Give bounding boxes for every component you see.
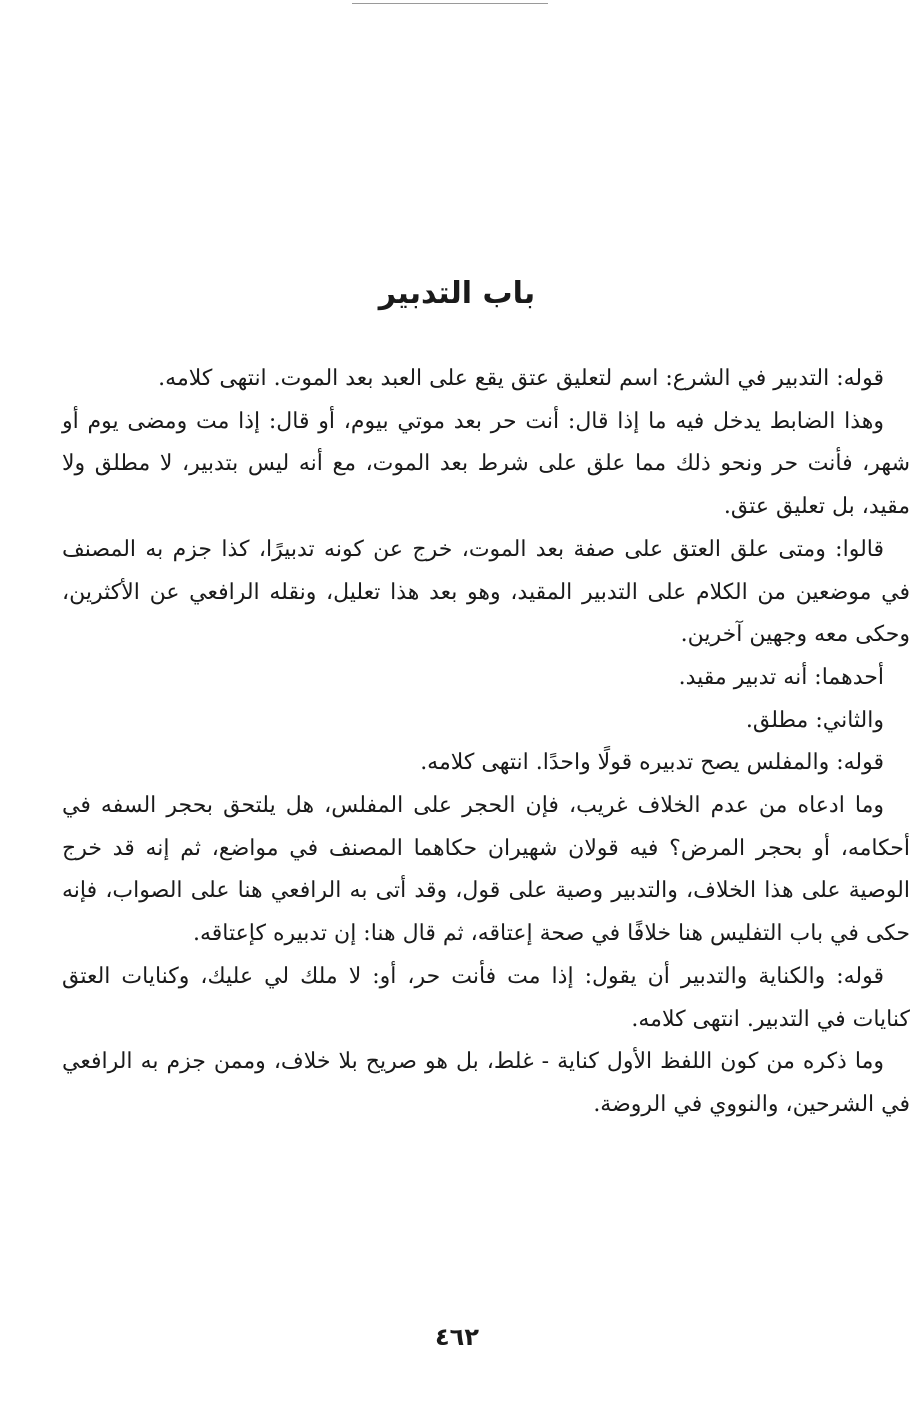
paragraph: قوله: التدبير في الشرع: اسم لتعليق عتق يقع على العبد بعد الموت. انتهى كلامه. xyxy=(158,366,884,391)
paragraph: والثاني: مطلق. xyxy=(745,707,884,733)
paragraph: قالوا: ومتى علق العتق على صفة بعد الموت، خرج عن كونه تدبيرًا، كذا جزم به المصنف في موضعين من الكلام على التدبير المقيد، وهو بعد هذا تعليل، ونقله الرافعي عن الأكثرين، وحكى معه وجهين آخرين. xyxy=(62,536,910,648)
top-rule xyxy=(352,3,548,4)
paragraph: قوله: والمفلس يصح تدبيره قولًا واحدًا. انتهى كلامه. xyxy=(420,750,884,776)
body-text xyxy=(62,358,910,1127)
paragraph: وهذا الضابط يدخل فيه ما إذا قال: أنت حر بعد موتي بيوم، أو قال: إذا مت ومضى يوم أو شهر، فأنت حر ونحو ذلك مما علق على شرط بعد الموت، مع أنه ليس بتدبير، لا مطلق ولا مقيد، بل تعليق عتق. xyxy=(62,408,910,520)
page-number: ٤٦٢ xyxy=(435,1323,479,1351)
paragraph: وما ادعاه من عدم الخلاف غريب، فإن الحجر على المفلس، هل يلتحق بحجر السفه في أحكامه، أو بحجر المرض؟ فيه قولان شهيران حكاهما المصنف في مواضع، ثم إنه قد خرج الوصية على هذا الخلاف، والتدبير وصية على قول، وقد أتى به الرافعي هنا على الصواب، فإنه حكى في باب التفليس هنا خلافًا في صحة إعتاقه، ثم قال هنا: إن تدبيره كإعتاقه. xyxy=(62,793,910,947)
chapter-title: باب التدبير xyxy=(378,276,536,312)
paragraph: قوله: والكناية والتدبير أن يقول: إذا مت فأنت حر، أو: لا ملك لي عليك، وكنايات العتق كنايات في التدبير. انتهى كلامه. xyxy=(62,963,910,1032)
paragraph: أحدهما: أنه تدبير مقيد. xyxy=(678,664,884,690)
paragraph: وما ذكره من كون اللفظ الأول كناية - غلط، بل هو صريح بلا خلاف، وممن جزم به الرافعي في الشرحين، والنووي في الروضة. xyxy=(62,1049,910,1117)
